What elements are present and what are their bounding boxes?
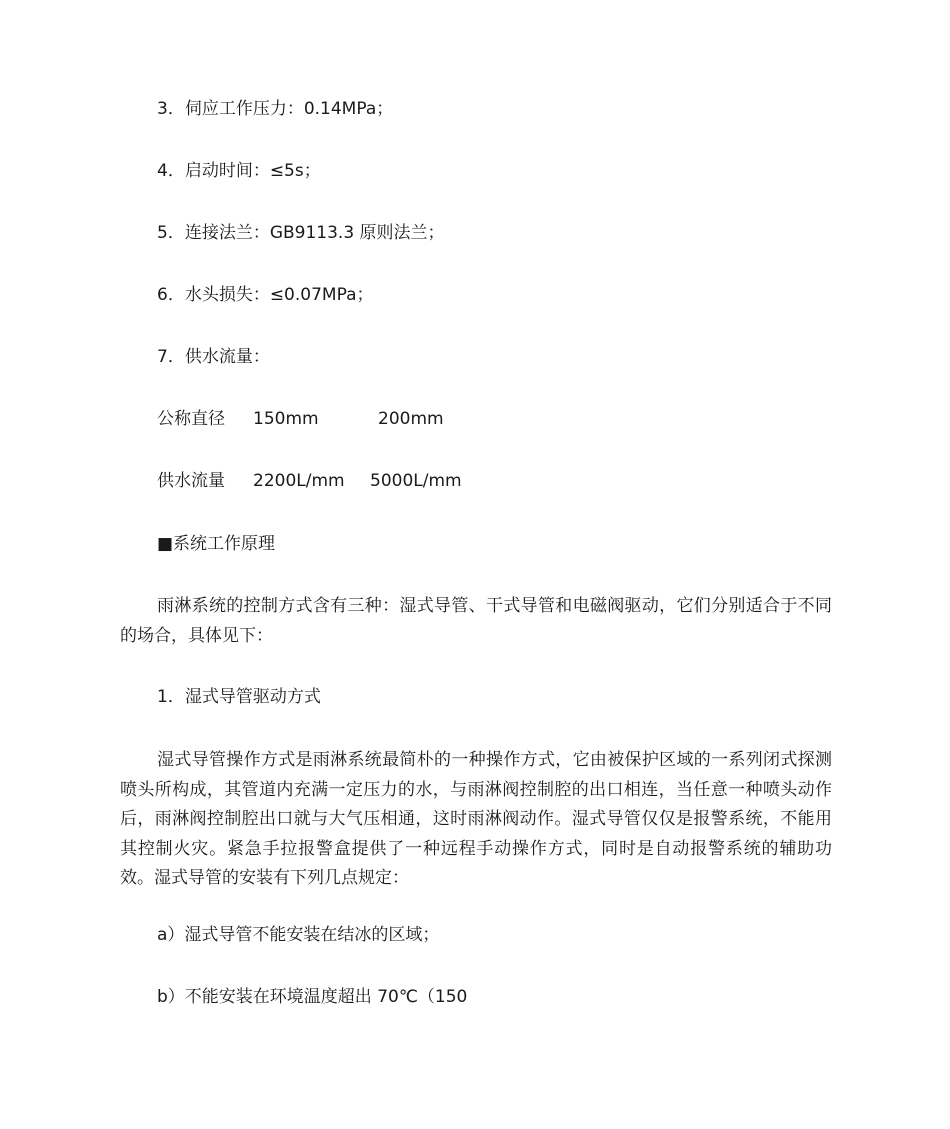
subheading-wet-pilot: 1．湿式导管驱动方式 [157, 687, 321, 707]
spec-item-start-time: 4．启动时间：≤5s； [157, 161, 321, 181]
spec-item-flow: 7．供水流量： [157, 347, 270, 367]
flow-table-cell: 150mm [253, 409, 319, 429]
spec-item-head-loss: 6．水头损失：≤0.07MPa； [157, 285, 374, 305]
flow-table-cell: 供水流量 [157, 471, 225, 491]
intro-paragraph: 雨淋系统的控制方式含有三种：湿式导管、干式导管和电磁阀驱动，它们分别适合于不同的场合，具体见下： [120, 596, 832, 646]
spec-item-flange: 5．连接法兰：GB9113.3 原则法兰； [157, 223, 445, 243]
section-heading: ■系统工作原理 [157, 534, 276, 554]
flow-table-cell: 公称直径 [157, 409, 225, 429]
body-paragraph: 湿式导管操作方式是雨淋系统最简朴的一种操作方式，它由被保护区域的一系列闭式探测喷头所构成，其管道内充满一定压力的水，与雨淋阀控制腔的出口相连，当任意一种喷头动作后，雨淋阀控制腔出口就与大气压相通，这时雨淋阀动作。湿式导管仅仅是报警系统，不能用其控制火灾。紧急手拉报警盒提供了一种远程手动操作方式，同时是自动报警系统的辅助功效。湿式导管的安装有下列几点规定： [120, 750, 832, 888]
spec-item-pressure: 3．伺应工作压力：0.14MPa； [157, 99, 394, 119]
flow-table-row-flow [157, 469, 462, 493]
flow-table-cell: 200mm [378, 409, 444, 429]
flow-table-cell: 2200L/mm [253, 471, 345, 491]
flow-table-row-diameter [157, 407, 444, 431]
flow-table-cell: 5000L/mm [370, 471, 462, 491]
rule-item-b: b）不能安装在环境温度超出 70℃（150 [157, 987, 468, 1007]
rule-item-a: a）湿式导管不能安装在结冰的区域； [157, 925, 440, 945]
